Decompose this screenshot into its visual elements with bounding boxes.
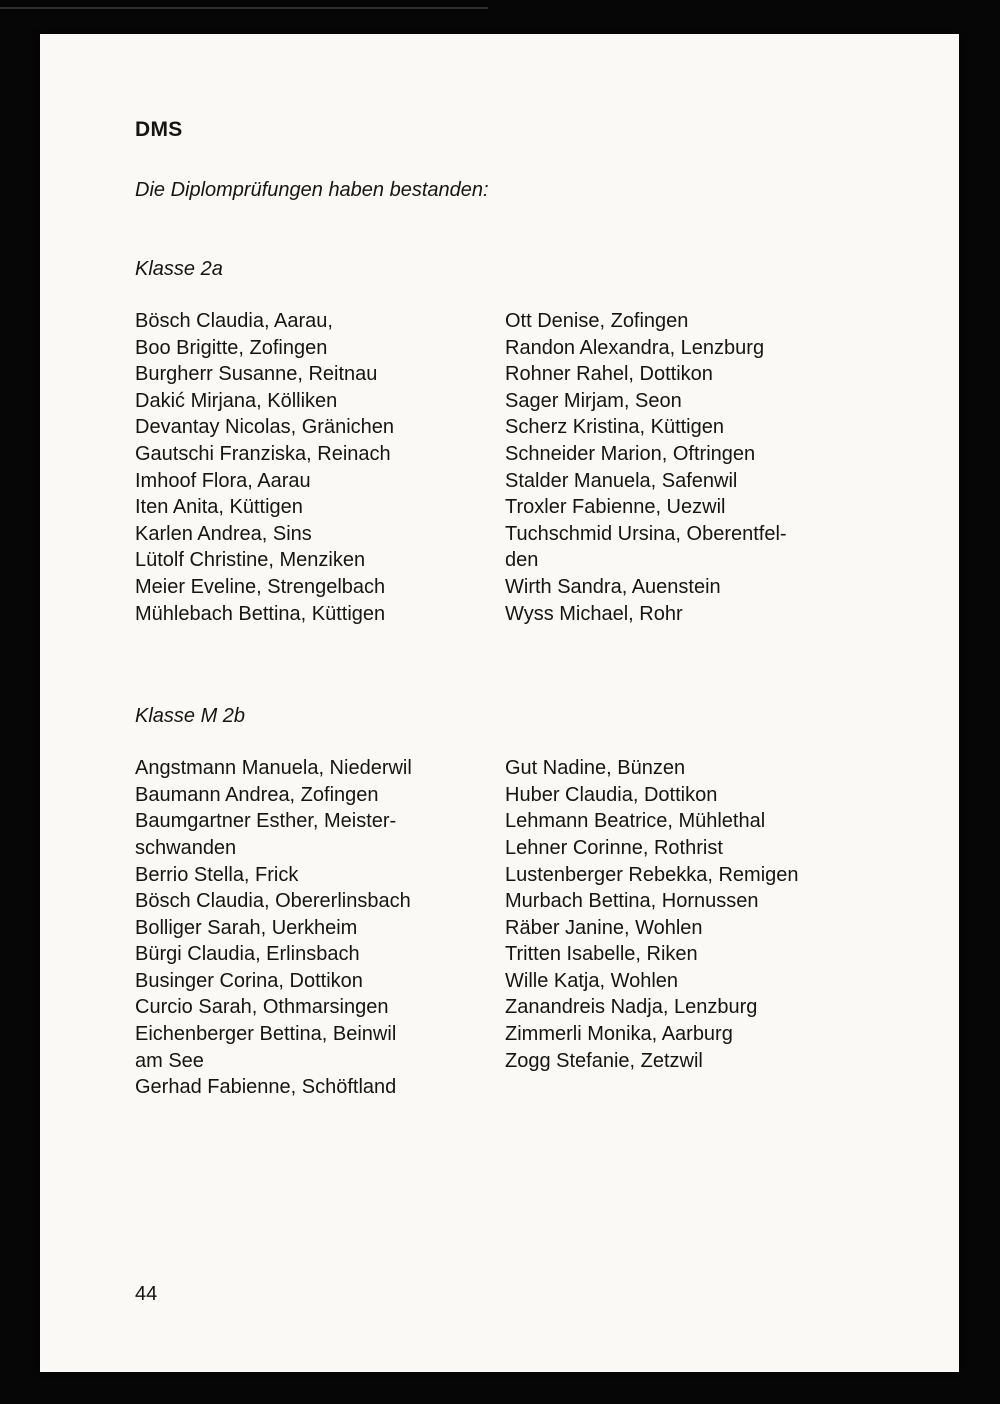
name-line: Schneider Marion, Oftringen	[505, 442, 756, 465]
name-line: Gerhad Fabienne, Schöftland	[135, 1076, 397, 1099]
name-line: Baumgartner Esther, Meister-	[135, 810, 397, 833]
section-klasse-2a	[135, 258, 899, 627]
name-line: Boo Brigitte, Zofingen	[135, 336, 328, 359]
name-line: Mühlebach Bettina, Küttigen	[135, 602, 386, 625]
name-line: Scherz Kristina, Küttigen	[505, 416, 724, 439]
name-line: Lehner Corinne, Rothrist	[505, 836, 723, 859]
name-line: Troxler Fabienne, Uezwil	[505, 496, 726, 519]
section-heading: Klasse M 2b	[135, 705, 246, 728]
name-line: Iten Anita, Küttigen	[135, 496, 303, 519]
name-list-left	[135, 308, 505, 627]
name-line: Tritten Isabelle, Riken	[505, 943, 698, 966]
name-line: am See	[135, 1049, 204, 1072]
name-line: Bürgi Claudia, Erlinsbach	[135, 943, 360, 966]
section-heading: Klasse 2a	[135, 258, 223, 280]
name-list-right	[505, 755, 899, 1101]
name-line: Tuchschmid Ursina, Oberentfel-	[505, 522, 787, 545]
section-klasse-m-2b	[135, 705, 899, 1101]
name-line: Curcio Sarah, Othmarsingen	[135, 996, 389, 1019]
page-number: 44	[135, 1282, 158, 1305]
name-line: Stalder Manuela, Safenwil	[505, 469, 738, 492]
name-line: Bösch Claudia, Aarau,	[135, 310, 333, 332]
name-line: Wirth Sandra, Auenstein	[505, 575, 721, 598]
name-line: Eichenberger Bettina, Beinwil	[135, 1023, 397, 1046]
name-line: Angstmann Manuela, Niederwil	[135, 757, 412, 780]
name-line: Karlen Andrea, Sins	[135, 522, 312, 545]
name-list-right	[505, 308, 899, 627]
name-line: Sager Mirjam, Seon	[505, 389, 682, 412]
name-line: Gautschi Franziska, Reinach	[135, 442, 391, 465]
document-subtitle: Die Diplomprüfungen haben bestanden:	[135, 179, 489, 201]
name-line: Wille Katja, Wohlen	[505, 969, 679, 992]
name-line: Wyss Michael, Rohr	[505, 602, 683, 625]
name-columns	[135, 308, 899, 627]
name-line: Murbach Bettina, Hornussen	[505, 890, 759, 913]
name-line: Zogg Stefanie, Zetzwil	[505, 1049, 703, 1072]
name-line: schwanden	[135, 836, 237, 859]
name-line: Huber Claudia, Dottikon	[505, 783, 718, 806]
name-line: den	[505, 549, 539, 572]
name-line: Lütolf Christine, Menziken	[135, 549, 366, 572]
page-title: DMS	[135, 118, 183, 141]
name-list-left	[135, 755, 505, 1101]
name-line: Ott Denise, Zofingen	[505, 310, 689, 332]
name-line: Businger Corina, Dottikon	[135, 969, 363, 992]
name-line: Zanandreis Nadja, Lenzburg	[505, 996, 758, 1019]
name-line: Bösch Claudia, Obererlinsbach	[135, 890, 411, 913]
name-line: Lehmann Beatrice, Mühlethal	[505, 810, 766, 833]
name-line: Imhoof Flora, Aarau	[135, 469, 311, 492]
name-line: Baumann Andrea, Zofingen	[135, 783, 379, 806]
name-line: Burgherr Susanne, Reitnau	[135, 363, 378, 386]
name-line: Devantay Nicolas, Gränichen	[135, 416, 395, 439]
document-page	[40, 34, 959, 1372]
name-line: Räber Janine, Wohlen	[505, 916, 703, 939]
name-line: Berrio Stella, Frick	[135, 863, 299, 886]
name-line: Dakić Mirjana, Kölliken	[135, 389, 338, 412]
name-line: Rohner Rahel, Dottikon	[505, 363, 713, 386]
name-line: Zimmerli Monika, Aarburg	[505, 1023, 733, 1046]
name-line: Lustenberger Rebekka, Remigen	[505, 863, 799, 886]
name-line: Bolliger Sarah, Uerkheim	[135, 916, 358, 939]
name-line: Randon Alexandra, Lenzburg	[505, 336, 765, 359]
name-columns	[135, 755, 899, 1101]
name-line: Meier Eveline, Strengelbach	[135, 575, 386, 598]
scan-artifact-line	[0, 7, 488, 9]
name-line: Gut Nadine, Bünzen	[505, 757, 686, 780]
page-content	[40, 34, 959, 1306]
